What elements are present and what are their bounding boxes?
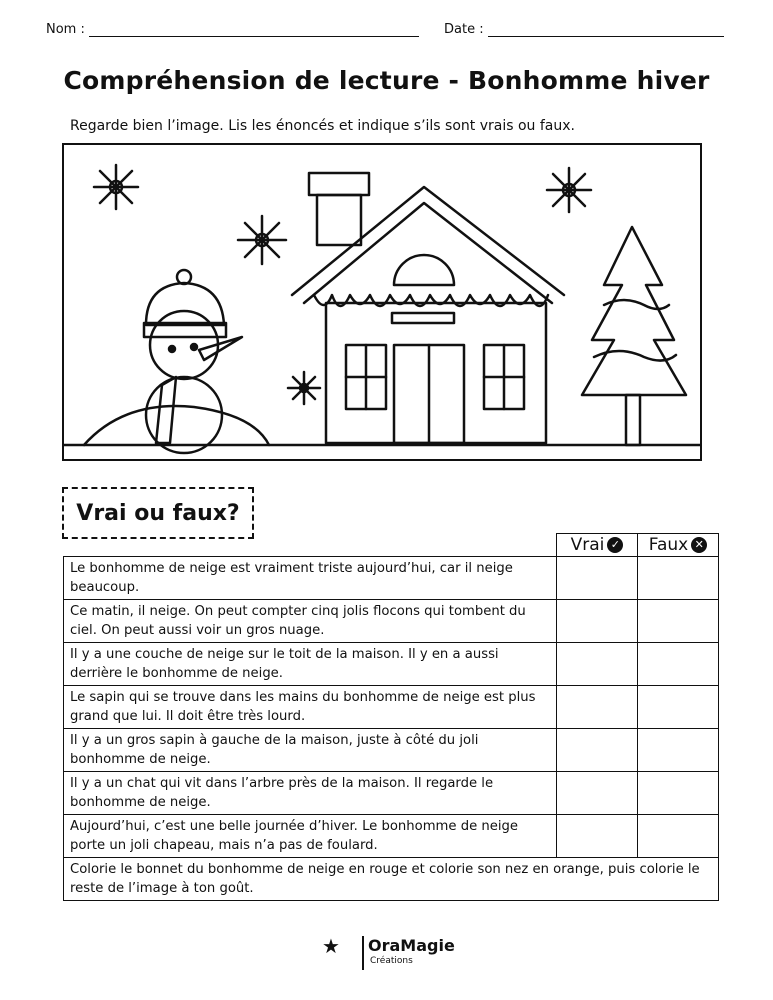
vrai-checkbox-cell[interactable] (557, 815, 638, 858)
date-label: Date : (444, 22, 484, 37)
vrai-checkbox-cell[interactable] (557, 772, 638, 815)
winter-scene-illustration (64, 145, 702, 461)
x-circle-icon: ✕ (691, 537, 707, 553)
column-header-vrai (557, 534, 638, 557)
instruction-text: Regarde bien l’image. Lis les énoncés et indique s’ils sont vrais ou faux. (70, 118, 575, 134)
date-field[interactable] (444, 22, 724, 37)
faux-checkbox-cell[interactable] (638, 772, 719, 815)
statement-text: Il y a un gros sapin à gauche de la maison, juste à côté du joli bonhomme de neige. (64, 729, 557, 772)
statement-text: Il y a une couche de neige sur le toit de la maison. Il y en a aussi derrière le bonhomme de neige. (64, 643, 557, 686)
snowflake-icon (238, 216, 286, 264)
vrai-checkbox-cell[interactable] (557, 600, 638, 643)
header (46, 22, 727, 42)
name-line (89, 22, 419, 37)
name-field[interactable] (46, 22, 419, 37)
table-row (64, 815, 719, 858)
brand-subtitle: Créations (370, 956, 413, 966)
faux-checkbox-cell[interactable] (638, 600, 719, 643)
faux-checkbox-cell[interactable] (638, 557, 719, 600)
table-row (64, 643, 719, 686)
vrai-checkbox-cell[interactable] (557, 729, 638, 772)
coloring-instruction: Colorie le bonnet du bonhomme de neige en rouge et colorie son nez en orange, puis colorie le reste de l’image à ton goût. (64, 858, 719, 901)
vrai-label: Vrai (570, 535, 605, 555)
column-header-faux (638, 534, 719, 557)
statement-text: Ce matin, il neige. On peut compter cinq jolis flocons qui tombent du ciel. On peut aussi voir un gros nuage. (64, 600, 557, 643)
table-row (64, 600, 719, 643)
faux-checkbox-cell[interactable] (638, 815, 719, 858)
date-line (488, 22, 724, 37)
statement-text: Il y a un chat qui vit dans l’arbre près de la maison. Il regarde le bonhomme de neige. (64, 772, 557, 815)
statement-text: Le bonhomme de neige est vraiment triste aujourd’hui, car il neige beaucoup. (64, 557, 557, 600)
faux-label: Faux (648, 535, 689, 555)
faux-checkbox-cell[interactable] (638, 729, 719, 772)
logo-divider (362, 936, 364, 970)
illustration-frame (62, 143, 702, 461)
snowflake-icon (547, 168, 591, 212)
page-title: Compréhension de lecture - Bonhomme hiver (63, 66, 710, 95)
table-row (64, 858, 719, 901)
check-circle-icon: ✓ (607, 537, 623, 553)
vrai-checkbox-cell[interactable] (557, 557, 638, 600)
faux-checkbox-cell[interactable] (638, 643, 719, 686)
house-illustration (292, 173, 564, 443)
vrai-checkbox-cell[interactable] (557, 686, 638, 729)
tree-illustration (582, 227, 686, 445)
table-row (64, 686, 719, 729)
name-label: Nom : (46, 22, 85, 37)
table-row (64, 557, 719, 600)
star-icon: ★ (322, 934, 340, 958)
true-false-table (63, 533, 719, 901)
brand-name: OraMagie (368, 936, 455, 955)
table-row (64, 772, 719, 815)
statement-text: Le sapin qui se trouve dans les mains du bonhomme de neige est plus grand que lui. Il doit être très lourd. (64, 686, 557, 729)
section-title: Vrai ou faux? (62, 487, 254, 539)
vrai-checkbox-cell[interactable] (557, 643, 638, 686)
snowman-illustration (144, 270, 242, 453)
table-row (64, 729, 719, 772)
statement-text: Aujourd’hui, c’est une belle journée d’hiver. Le bonhomme de neige porte un joli chapeau, mais n’a pas de foulard. (64, 815, 557, 858)
snowflake-icon (94, 165, 138, 209)
snow-hill (84, 406, 269, 445)
snowflake-icon (288, 372, 320, 404)
faux-checkbox-cell[interactable] (638, 686, 719, 729)
